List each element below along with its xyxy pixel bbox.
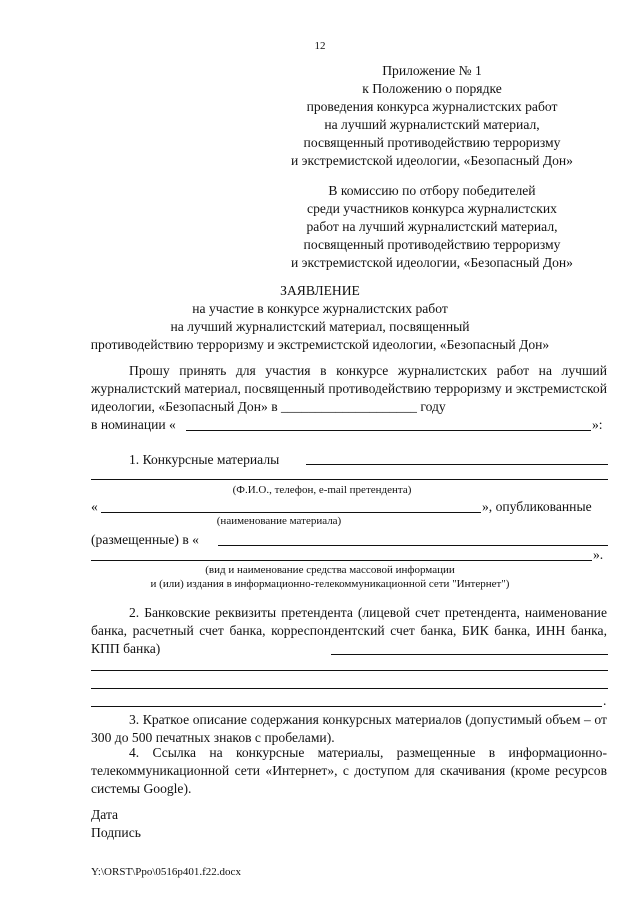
item1-label: 1. Конкурсные материалы xyxy=(129,452,280,467)
item4-paragraph: 4. Ссылка на конкурсные материалы, размещенные в информационно-телекоммуникационной сети «Интернет», с доступом для скачивания (кроме ресурсов системы Google). xyxy=(91,745,607,796)
appendix-line: и экстремистской идеологии, «Безопасный Дон» xyxy=(291,153,573,168)
title-heading: ЗАЯВЛЕНИЕ xyxy=(280,283,360,298)
media-field-1[interactable] xyxy=(218,545,608,546)
document-title xyxy=(0,282,640,354)
applicant-field[interactable] xyxy=(91,479,608,480)
nomination-label: в номинации « xyxy=(91,417,176,432)
addressee-line: В комиссию по отбору победителей xyxy=(328,183,536,198)
item2-paragraph: 2. Банковские реквизиты претендента (лицевой счет претендента, наименование банка, расчетный счет банка, корреспондентский счет банка, БИК банка, ИНН банка, КПП банка) xyxy=(91,605,607,656)
bank-end: . xyxy=(603,693,607,708)
bank-field-3[interactable] xyxy=(91,688,608,689)
file-path: Y:\ORST\Ppo\0516p401.f22.docx xyxy=(91,866,241,878)
title-line: на участие в конкурсе журналистских работ xyxy=(192,301,448,316)
addressee-line: среди участников конкурса журналистских xyxy=(307,201,557,216)
media-end: ». xyxy=(593,547,604,562)
addressee-line: и экстремистской идеологии, «Безопасный Дон» xyxy=(291,255,573,270)
media-caption-1: (вид и наименование средства массовой информации xyxy=(205,564,455,576)
nomination-end: »: xyxy=(592,417,603,432)
addressee-block xyxy=(262,182,602,272)
media-caption-2: и (или) издания в информационно-телекоммуникационной сети "Интернет") xyxy=(150,578,510,590)
appendix-line: Приложение № 1 xyxy=(382,63,482,78)
material-name-field[interactable] xyxy=(101,512,481,513)
appendix-line: к Положению о порядке xyxy=(362,81,502,96)
nomination-field[interactable] xyxy=(186,430,591,431)
bank-field-2[interactable] xyxy=(91,670,608,671)
date-label: Дата xyxy=(91,807,119,822)
appendix-header xyxy=(262,62,602,170)
published-suffix: », опубликованные xyxy=(482,499,592,514)
signature-label: Подпись xyxy=(91,825,141,840)
bank-field-4[interactable] xyxy=(91,706,602,707)
appendix-line: посвященный противодействию терроризму xyxy=(303,135,561,150)
materials-field[interactable] xyxy=(306,464,608,465)
material-caption: (наименование материала) xyxy=(216,515,342,527)
bank-field-1[interactable] xyxy=(331,654,608,655)
request-paragraph: Прошу принять для участия в конкурсе журналистских работ на лучший журналистский материал, посвященный противодействию терроризму и экстремистской идеологии, «Безопасный Дон» в ____________________ году xyxy=(91,363,607,414)
placed-label: (размещенные) в « xyxy=(91,532,199,547)
title-line: противодействию терроризму и экстремистской идеологии, «Безопасный Дон» xyxy=(90,337,550,352)
applicant-caption: (Ф.И.О., телефон, e-mail претендента) xyxy=(232,484,412,496)
page-number: 12 xyxy=(314,40,326,52)
appendix-line: на лучший журналистский материал, xyxy=(324,117,540,132)
addressee-line: посвященный противодействию терроризму xyxy=(303,237,561,252)
item3-paragraph: 3. Краткое описание содержания конкурсных материалов (допустимый объем – от 300 до 500 печатных знаков с пробелами). xyxy=(91,712,607,745)
title-line: на лучший журналистский материал, посвященный xyxy=(170,319,470,334)
material-quote-open: « xyxy=(91,499,98,514)
media-field-2[interactable] xyxy=(91,560,592,561)
addressee-line: работ на лучший журналистский материал, xyxy=(306,219,558,234)
appendix-line: проведения конкурса журналистских работ xyxy=(306,99,558,114)
